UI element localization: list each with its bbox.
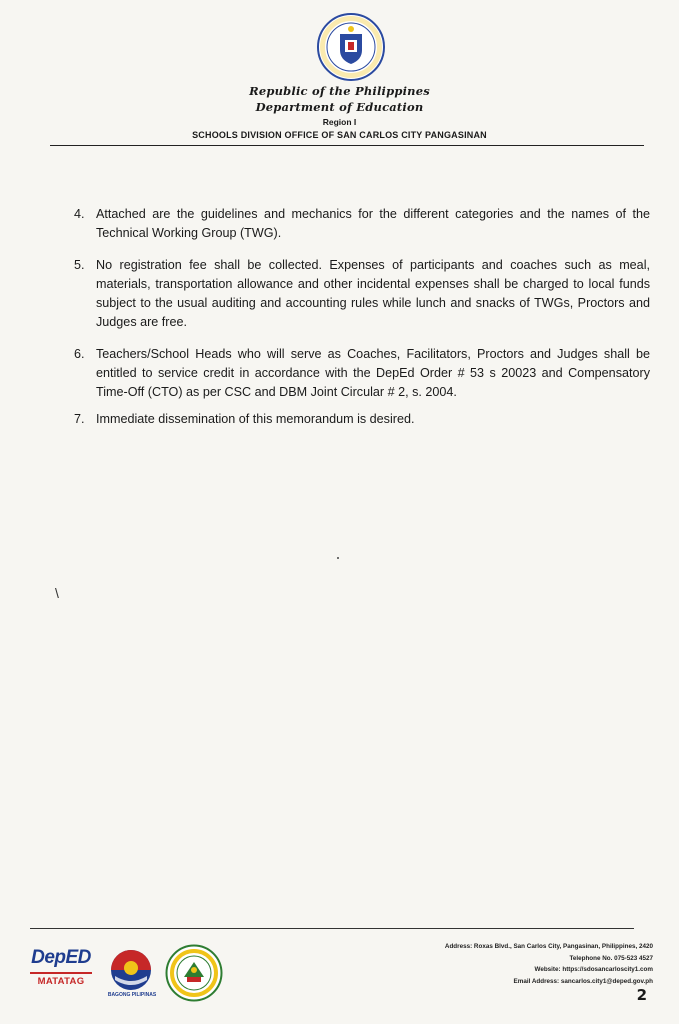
list-item — [70, 205, 650, 243]
matatag-wordmark: MATATAG — [37, 976, 85, 987]
office-contact-block — [353, 941, 653, 987]
telephone-line: Telephone No. 075-523 4527 — [569, 954, 653, 962]
list-item — [70, 256, 650, 332]
list-item — [70, 410, 650, 429]
item-text: No registration fee shall be collected. Expenses of participants and coaches such as meal, materials, transportation allowance and other incidental expenses shall be charged to local funds subject to the usual auditing and accounting rules while lunch and snacks of TWGs, Proctors and Judges are free. — [96, 258, 650, 329]
department-heading: Department of Education — [255, 100, 424, 114]
stray-dot — [337, 557, 339, 559]
list-item — [70, 345, 650, 402]
bagong-pilipinas-logo — [105, 946, 157, 1002]
stray-pen-mark: \ — [55, 585, 59, 601]
footer-divider — [30, 928, 634, 929]
email-line: Email Address: sancarlos.city1@deped.gov.ph — [513, 977, 653, 985]
website-line: Website: https://sdosancarloscity1.com — [534, 966, 653, 973]
page-number: 2 — [636, 986, 647, 1004]
deped-seal-icon — [316, 12, 386, 82]
item-text: Attached are the guidelines and mechanics for the different categories and the names of the Technical Working Group (TWG). — [96, 207, 650, 240]
item-text: Teachers/School Heads who will serve as Coaches, Facilitators, Proctors and Judges shall be entitled to service credit in accordance with the DepEd Order # 53 s 20023 and Compensatory Time-Off (CTO) as per CSC and DBM Joint Circular # 2, s. 2004. — [96, 347, 650, 399]
bagong-pilipinas-icon — [105, 946, 157, 992]
item-number: 7. — [74, 412, 85, 426]
item-number: 4. — [74, 207, 85, 221]
bagong-pilipinas-label: BAGONG PILIPINAS — [107, 992, 157, 998]
deped-wordmark: DepED — [31, 947, 91, 968]
deped-matatag-logo — [28, 947, 94, 1005]
division-office-label: SCHOOLS DIVISION OFFICE OF SAN CARLOS CITY PANGASINAN — [192, 130, 487, 140]
item-text: Immediate dissemination of this memorandum is desired. — [96, 412, 415, 426]
item-number: 6. — [74, 347, 85, 361]
header-divider — [50, 145, 644, 146]
region-label: Region I — [322, 117, 357, 127]
logo-underline — [30, 972, 92, 974]
republic-heading: Republic of the Philippines — [249, 84, 430, 98]
address-line: Address: Roxas Blvd., San Carlos City, Pangasinan, Philippines, 2420 — [444, 943, 653, 950]
sdo-san-carlos-seal-icon — [165, 944, 223, 1002]
memorandum-items — [70, 205, 650, 429]
item-number: 5. — [74, 258, 85, 272]
